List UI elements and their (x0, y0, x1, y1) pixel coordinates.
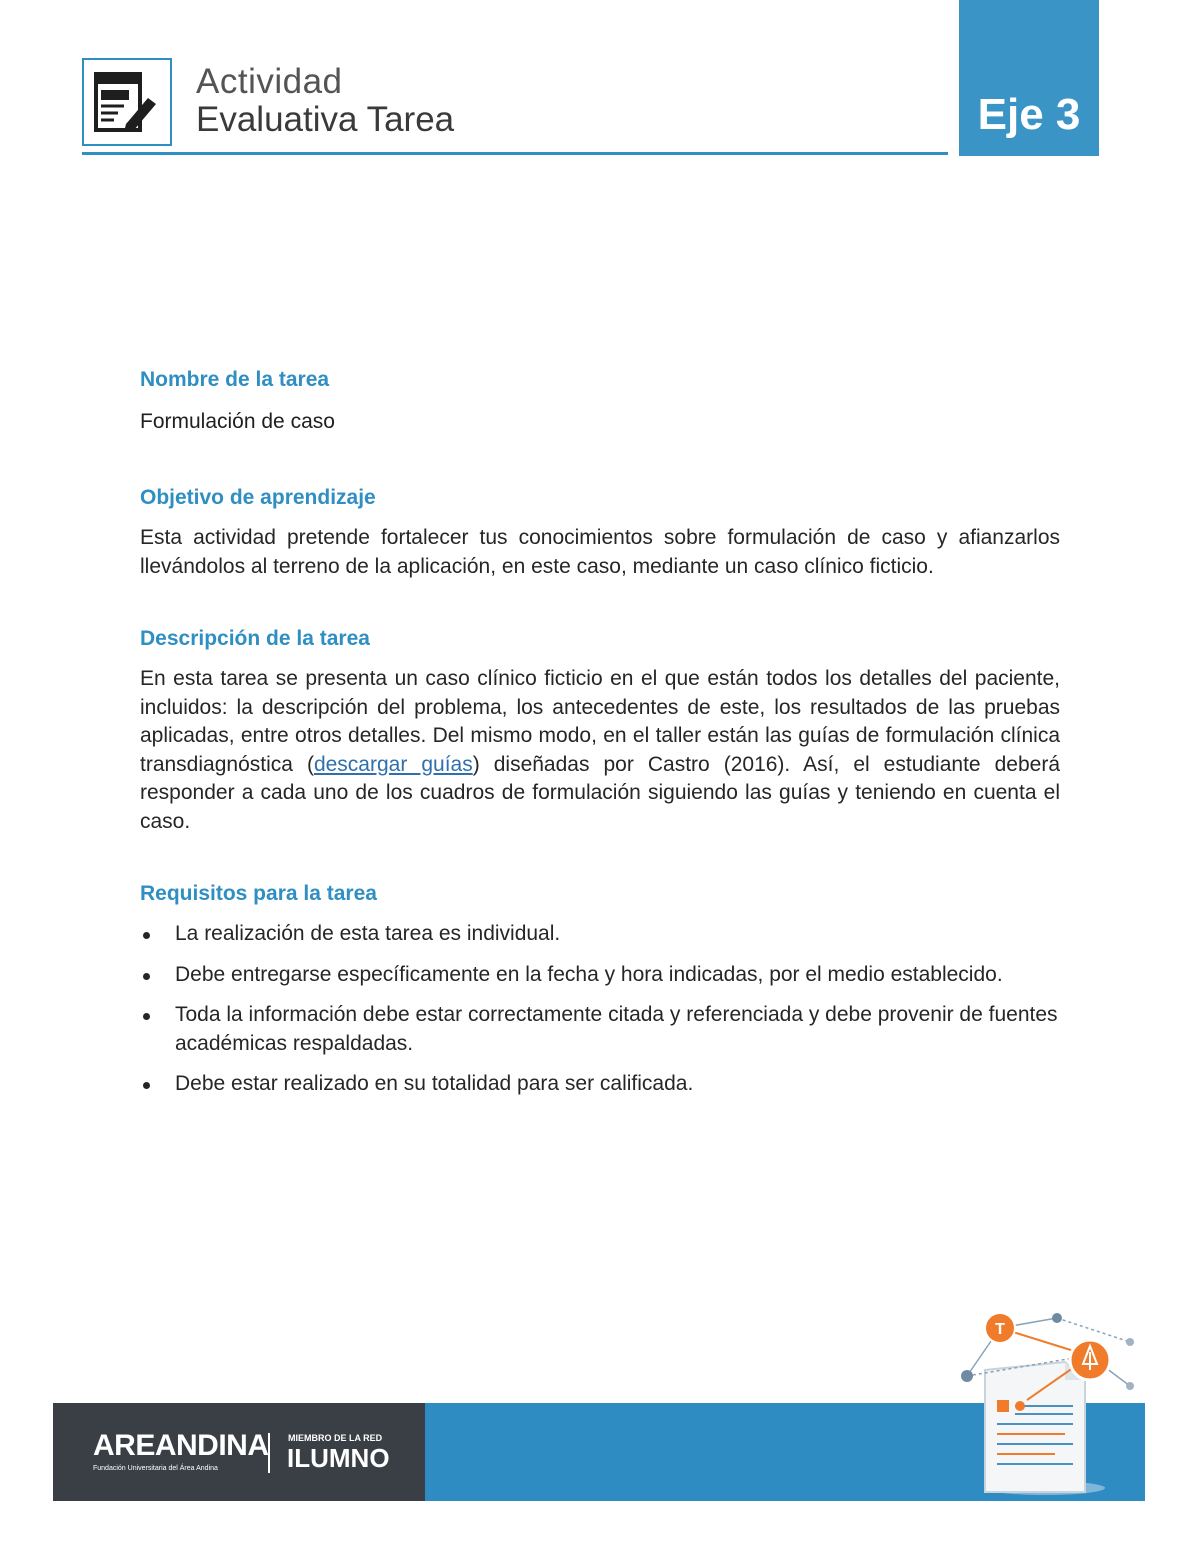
download-guides-link[interactable]: descargar guías (313, 752, 473, 776)
list-item (140, 1001, 1060, 1058)
requirements-list (140, 920, 1060, 1099)
task-content (140, 368, 1060, 1111)
areandina-subtitle: Fundación Universitaria del Área Andina (93, 1465, 218, 1472)
title-line-2: Evaluativa Tarea (196, 100, 455, 139)
document-network-illustration (945, 1300, 1150, 1500)
bullet-icon (143, 973, 150, 980)
document-pencil-icon (82, 58, 172, 146)
task-name-heading: Nombre de la tarea (140, 368, 330, 391)
bullet-icon (143, 932, 150, 939)
requirement-text: Debe estar realizado en su totalidad para ser calificada. (175, 1072, 694, 1095)
description-part-2: ) diseñadas por Castro (2016). Así, el estudiante deberá responder a cada uno de los cuadros de formulación siguiendo las guías y teniendo en cuenta el caso. (140, 752, 1060, 833)
footer-brand-panel (53, 1403, 425, 1501)
requirements-heading: Requisitos para la tarea (140, 882, 377, 905)
task-name: Formulación de caso (140, 410, 335, 433)
requirement-text: Toda la información debe estar correctamente citada y referenciada y debe provenir de fuentes académicas respaldadas. (175, 1003, 1058, 1055)
description-part-1: En esta tarea se presenta un caso clínico ficticio en el que están todos los detalles del paciente, incluidos: la descripción del problema, los antecedentes de este, los resultados de las pruebas aplicadas, entre otros detalles. Del mismo modo, en el taller están las guías de formulación clínica transdiagnóstica ( (140, 667, 1060, 776)
description-heading: Descripción de la tarea (140, 627, 370, 650)
areandina-logo: AREANDINA (93, 1429, 269, 1462)
list-item (140, 920, 1060, 949)
objective-text: Esta actividad pretende fortalecer tus conocimientos sobre formulación de caso y afianzarlos llevándolos al terreno de la aplicación, en este caso, mediante un caso clínico ficticio. (140, 526, 1060, 578)
description-text (140, 665, 1060, 836)
title-line-1: Actividad (196, 62, 343, 101)
illustration-letter: T (995, 1321, 1005, 1338)
requirement-text: Debe entregarse específicamente en la fecha y hora indicadas, por el medio establecido. (175, 962, 1003, 986)
eje-label: Eje 3 (977, 90, 1081, 139)
network-label: MIEMBRO DE LA RED (288, 1433, 383, 1443)
list-item (140, 1070, 1060, 1099)
brand-divider (268, 1433, 270, 1473)
bullet-icon (143, 1013, 150, 1020)
requirement-text: La realización de esta tarea es individual. (175, 922, 561, 945)
eje-badge (959, 0, 1099, 156)
bullet-icon (143, 1082, 150, 1089)
ilumno-logo: ILUMNO (287, 1443, 390, 1473)
objective-heading: Objetivo de aprendizaje (140, 486, 376, 509)
list-item (140, 961, 1060, 990)
header-divider (82, 152, 948, 155)
